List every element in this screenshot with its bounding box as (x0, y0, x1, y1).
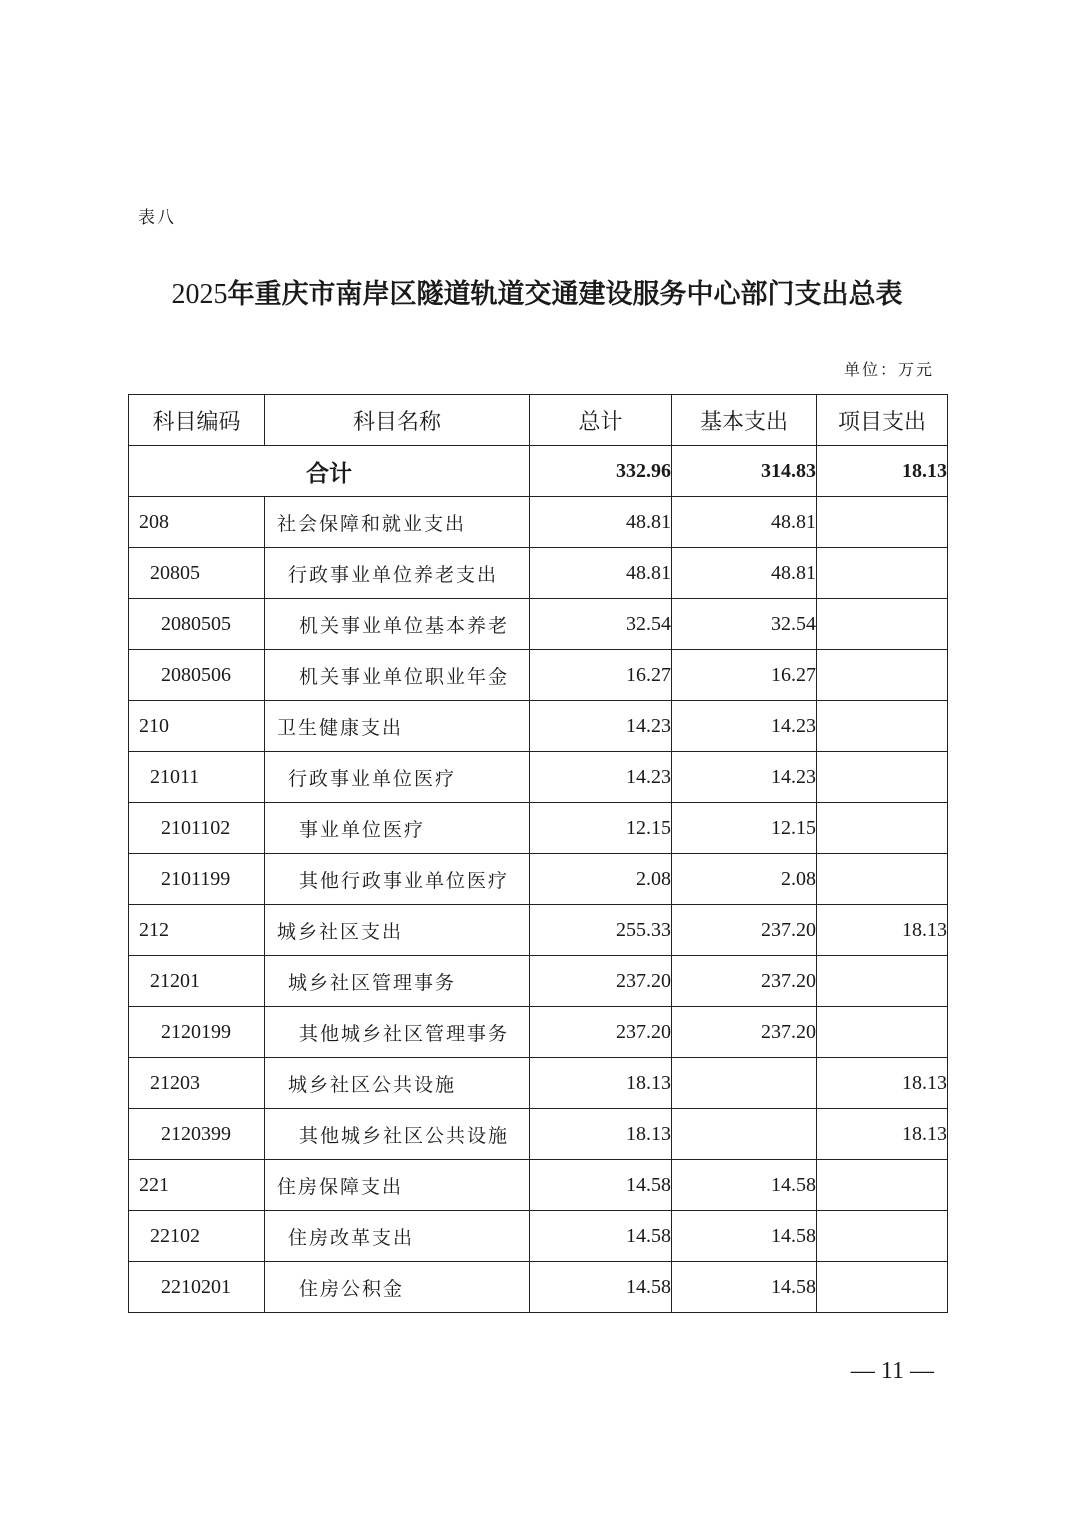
row-name: 其他行政事业单位医疗 (265, 854, 530, 905)
table-row (129, 701, 948, 752)
total-total: 332.96 (530, 446, 672, 497)
col-header-total: 总计 (530, 395, 672, 446)
row-name: 住房保障支出 (265, 1160, 530, 1211)
row-basic: 14.58 (672, 1211, 817, 1262)
row-total: 237.20 (530, 1007, 672, 1058)
row-total: 48.81 (530, 497, 672, 548)
page-number: — 11 — (850, 1358, 934, 1384)
table-row (129, 803, 948, 854)
row-basic: 12.15 (672, 803, 817, 854)
row-project (817, 650, 948, 701)
row-code: 2210201 (129, 1262, 265, 1313)
table-row (129, 1211, 948, 1262)
total-label: 合计 (129, 446, 530, 497)
row-project (817, 1160, 948, 1211)
row-name: 卫生健康支出 (265, 701, 530, 752)
row-basic: 14.23 (672, 701, 817, 752)
total-row (129, 446, 948, 497)
col-header-project: 项目支出 (817, 395, 948, 446)
row-name: 机关事业单位基本养老 (265, 599, 530, 650)
row-code: 2120199 (129, 1007, 265, 1058)
row-project (817, 752, 948, 803)
page-title (0, 272, 1074, 311)
row-basic (672, 1109, 817, 1160)
row-name: 城乡社区支出 (265, 905, 530, 956)
row-total: 12.15 (530, 803, 672, 854)
row-basic: 237.20 (672, 956, 817, 1007)
row-total: 16.27 (530, 650, 672, 701)
row-name: 其他城乡社区管理事务 (265, 1007, 530, 1058)
row-total: 18.13 (530, 1109, 672, 1160)
row-name: 住房改革支出 (265, 1211, 530, 1262)
table-row (129, 956, 948, 1007)
table-row (129, 650, 948, 701)
table-row (129, 752, 948, 803)
row-basic: 14.58 (672, 1262, 817, 1313)
row-code: 2101102 (129, 803, 265, 854)
row-total: 14.23 (530, 752, 672, 803)
row-basic: 14.58 (672, 1160, 817, 1211)
row-name: 城乡社区公共设施 (265, 1058, 530, 1109)
row-name: 行政事业单位养老支出 (265, 548, 530, 599)
table-row (129, 1160, 948, 1211)
row-project (817, 497, 948, 548)
row-project (817, 701, 948, 752)
row-total: 2.08 (530, 854, 672, 905)
table-header-row (129, 395, 948, 446)
row-code: 21201 (129, 956, 265, 1007)
row-code: 210 (129, 701, 265, 752)
row-code: 221 (129, 1160, 265, 1211)
title-text: 年重庆市南岸区隧道轨道交通建设服务中心部门支出总表 (227, 279, 903, 310)
row-code: 212 (129, 905, 265, 956)
row-total: 14.23 (530, 701, 672, 752)
table-row (129, 1109, 948, 1160)
row-name: 行政事业单位医疗 (265, 752, 530, 803)
row-project (817, 1007, 948, 1058)
row-code: 2120399 (129, 1109, 265, 1160)
table-row (129, 1007, 948, 1058)
row-total: 255.33 (530, 905, 672, 956)
row-total: 14.58 (530, 1160, 672, 1211)
table-row (129, 548, 948, 599)
table-row (129, 497, 948, 548)
row-total: 32.54 (530, 599, 672, 650)
row-code: 20805 (129, 548, 265, 599)
row-project: 18.13 (817, 905, 948, 956)
row-project: 18.13 (817, 1058, 948, 1109)
row-basic: 48.81 (672, 497, 817, 548)
row-project (817, 548, 948, 599)
row-name: 事业单位医疗 (265, 803, 530, 854)
col-header-name: 科目名称 (265, 395, 530, 446)
row-project (817, 1262, 948, 1313)
row-project (817, 1211, 948, 1262)
row-name: 机关事业单位职业年金 (265, 650, 530, 701)
row-project: 18.13 (817, 1109, 948, 1160)
row-basic: 2.08 (672, 854, 817, 905)
row-project (817, 599, 948, 650)
row-project (817, 854, 948, 905)
row-total: 14.58 (530, 1211, 672, 1262)
row-name: 其他城乡社区公共设施 (265, 1109, 530, 1160)
col-header-basic: 基本支出 (672, 395, 817, 446)
table-row (129, 854, 948, 905)
row-basic: 48.81 (672, 548, 817, 599)
row-code: 2101199 (129, 854, 265, 905)
row-basic: 237.20 (672, 905, 817, 956)
row-total: 237.20 (530, 956, 672, 1007)
row-basic: 32.54 (672, 599, 817, 650)
table-row (129, 599, 948, 650)
row-code: 2080506 (129, 650, 265, 701)
title-year: 2025 (171, 279, 228, 310)
row-total: 14.58 (530, 1262, 672, 1313)
row-total: 18.13 (530, 1058, 672, 1109)
row-code: 21203 (129, 1058, 265, 1109)
row-project (817, 956, 948, 1007)
row-basic: 237.20 (672, 1007, 817, 1058)
table-row (129, 905, 948, 956)
total-basic: 314.83 (672, 446, 817, 497)
row-name: 住房公积金 (265, 1262, 530, 1313)
row-name: 城乡社区管理事务 (265, 956, 530, 1007)
expenditure-table (128, 394, 948, 1313)
row-basic (672, 1058, 817, 1109)
table-row (129, 1058, 948, 1109)
row-basic: 14.23 (672, 752, 817, 803)
col-header-code: 科目编码 (129, 395, 265, 446)
row-code: 22102 (129, 1211, 265, 1262)
table-row (129, 1262, 948, 1313)
unit-label: 单位：万元 (843, 360, 934, 379)
row-code: 21011 (129, 752, 265, 803)
row-basic: 16.27 (672, 650, 817, 701)
row-name: 社会保障和就业支出 (265, 497, 530, 548)
table-label: 表八 (138, 208, 176, 228)
row-project (817, 803, 948, 854)
row-code: 208 (129, 497, 265, 548)
total-project: 18.13 (817, 446, 948, 497)
row-total: 48.81 (530, 548, 672, 599)
row-code: 2080505 (129, 599, 265, 650)
